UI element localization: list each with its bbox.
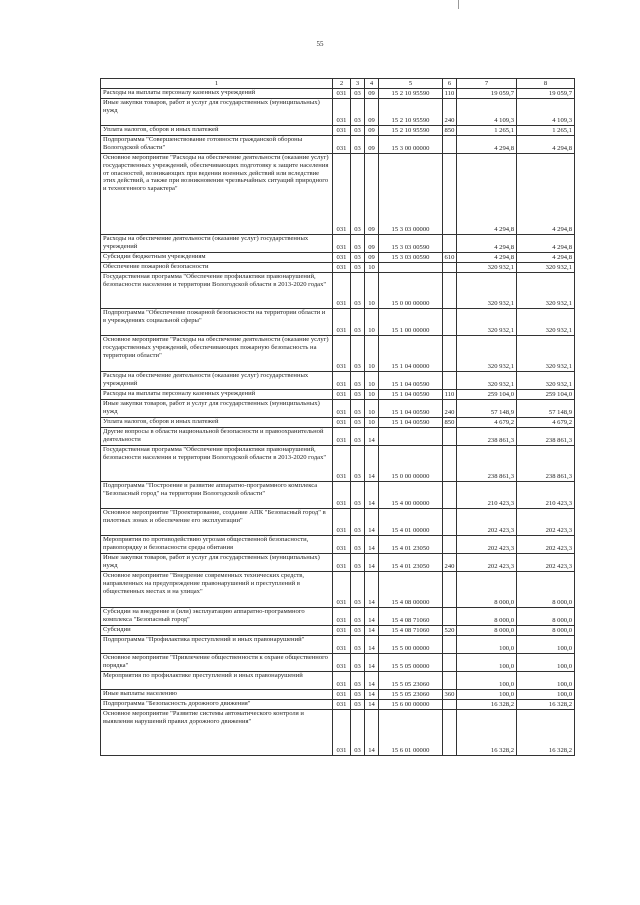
table-body <box>101 79 575 756</box>
row-admin-code-cell: 031 <box>333 126 351 136</box>
row-expense-type-cell <box>443 536 457 554</box>
row-amount-total-cell: 4 679,2 <box>517 418 575 428</box>
row-subsection-code-cell: 14 <box>365 626 379 636</box>
row-subsection-code-cell: 14 <box>365 672 379 690</box>
row-target-code-cell <box>379 428 443 446</box>
row-name-cell: Иные закупки товаров, работ и услуг для государственных (муниципальных) нужд <box>101 99 333 126</box>
row-amount-cell: 320 932,1 <box>457 263 517 273</box>
row-expense-type-cell <box>443 700 457 710</box>
page-number: 55 <box>316 40 324 48</box>
row-admin-code-cell: 031 <box>333 536 351 554</box>
table-row <box>101 154 575 235</box>
row-admin-code-cell: 031 <box>333 710 351 756</box>
row-section-code-cell: 03 <box>351 700 365 710</box>
row-amount-cell: 8 000,0 <box>457 572 517 608</box>
row-expense-type-cell <box>443 336 457 372</box>
row-amount-total-cell: 320 932,1 <box>517 336 575 372</box>
row-target-code-cell: 15 2 10 95590 <box>379 89 443 99</box>
row-admin-code-cell: 031 <box>333 572 351 608</box>
row-name-cell: Основное мероприятие "Расходы на обеспечение деятельности (оказание услуг) государственных учреждений, обеспечивающих подготовку к защите населения от опасностей, возникающих при ведении военных действий или вследствие этих действий, а также при возникновении чрезвычайных ситуаций природного и техногенного характера" <box>101 154 333 235</box>
row-amount-cell: 100,0 <box>457 672 517 690</box>
row-target-code-cell: 15 4 08 71060 <box>379 608 443 626</box>
table-row <box>101 536 575 554</box>
row-subsection-code-cell: 09 <box>365 136 379 154</box>
row-expense-type-cell <box>443 608 457 626</box>
row-admin-code-cell: 031 <box>333 99 351 126</box>
row-amount-total-cell: 16 328,2 <box>517 710 575 756</box>
row-name-cell: Уплата налогов, сборов и иных платежей <box>101 126 333 136</box>
row-section-code-cell: 03 <box>351 235 365 253</box>
table-row <box>101 372 575 390</box>
row-amount-cell: 202 423,3 <box>457 509 517 536</box>
row-expense-type-cell <box>443 636 457 654</box>
row-subsection-code-cell: 09 <box>365 126 379 136</box>
row-name-cell: Расходы на обеспечение деятельности (оказание услуг) государственных учреждений <box>101 235 333 253</box>
row-expense-type-cell: 850 <box>443 418 457 428</box>
table-row <box>101 99 575 126</box>
row-admin-code-cell: 031 <box>333 554 351 572</box>
row-amount-cell: 4 679,2 <box>457 418 517 428</box>
row-admin-code-cell: 031 <box>333 626 351 636</box>
row-amount-total-cell: 259 104,0 <box>517 390 575 400</box>
row-target-code-cell: 15 3 03 00590 <box>379 235 443 253</box>
row-expense-type-cell <box>443 154 457 235</box>
row-subsection-code-cell: 14 <box>365 536 379 554</box>
row-subsection-code-cell: 09 <box>365 253 379 263</box>
row-section-code-cell: 03 <box>351 336 365 372</box>
row-name-cell: Подпрограмма "Совершенствование готовности гражданской обороны Вологодской области" <box>101 136 333 154</box>
row-admin-code-cell: 031 <box>333 89 351 99</box>
row-amount-total-cell: 202 423,3 <box>517 536 575 554</box>
row-target-code-cell: 15 1 04 00590 <box>379 372 443 390</box>
row-section-code-cell: 03 <box>351 626 365 636</box>
row-target-code-cell: 15 2 10 95590 <box>379 99 443 126</box>
row-section-code-cell: 03 <box>351 672 365 690</box>
row-subsection-code-cell: 10 <box>365 263 379 273</box>
row-section-code-cell: 03 <box>351 99 365 126</box>
row-amount-cell: 19 059,7 <box>457 89 517 99</box>
edge-mark <box>458 0 459 9</box>
row-admin-code-cell: 031 <box>333 309 351 336</box>
row-section-code-cell: 03 <box>351 253 365 263</box>
row-target-code-cell: 15 5 05 23060 <box>379 672 443 690</box>
row-amount-total-cell: 210 423,3 <box>517 482 575 509</box>
row-admin-code-cell: 031 <box>333 263 351 273</box>
table-row <box>101 482 575 509</box>
row-admin-code-cell: 031 <box>333 336 351 372</box>
row-amount-total-cell: 16 328,2 <box>517 700 575 710</box>
row-amount-cell: 238 861,3 <box>457 446 517 482</box>
row-section-code-cell: 03 <box>351 154 365 235</box>
row-name-cell: Основное мероприятие "Привлечение общественности к охране общественного порядка" <box>101 654 333 672</box>
row-target-code-cell: 15 1 00 00000 <box>379 309 443 336</box>
row-section-code-cell: 03 <box>351 572 365 608</box>
row-amount-cell: 57 148,9 <box>457 400 517 418</box>
row-name-cell: Расходы на обеспечение деятельности (оказание услуг) государственных учреждений <box>101 372 333 390</box>
row-expense-type-cell <box>443 263 457 273</box>
row-section-code-cell: 03 <box>351 509 365 536</box>
row-target-code-cell: 15 4 00 00000 <box>379 482 443 509</box>
row-name-cell: Мероприятия по противодействию угрозам общественной безопасности, правопорядку и безопасности среды обитания <box>101 536 333 554</box>
row-target-code-cell: 15 4 08 71060 <box>379 626 443 636</box>
row-admin-code-cell: 031 <box>333 136 351 154</box>
row-subsection-code-cell: 10 <box>365 273 379 309</box>
row-admin-code-cell: 031 <box>333 672 351 690</box>
row-name-cell: Основное мероприятие "Расходы на обеспечение деятельности (оказание услуг) государственных учреждений, обеспечивающих пожарную безопасность на территории области" <box>101 336 333 372</box>
row-amount-total-cell: 4 294,8 <box>517 154 575 235</box>
row-name-cell: Расходы на выплаты персоналу казенных учреждений <box>101 390 333 400</box>
row-amount-total-cell: 202 423,3 <box>517 509 575 536</box>
row-name-cell: Подпрограмма "Построение и развитие аппаратно-программного комплекса "Безопасный город" на территории Вологодской области" <box>101 482 333 509</box>
row-section-code-cell: 03 <box>351 418 365 428</box>
row-amount-total-cell: 202 423,3 <box>517 554 575 572</box>
row-expense-type-cell <box>443 446 457 482</box>
row-target-code-cell <box>379 263 443 273</box>
row-amount-total-cell: 100,0 <box>517 690 575 700</box>
table-row <box>101 390 575 400</box>
row-amount-total-cell: 8 000,0 <box>517 608 575 626</box>
row-expense-type-cell <box>443 273 457 309</box>
header-cell-1: 1 <box>101 79 333 89</box>
row-amount-total-cell: 8 000,0 <box>517 626 575 636</box>
row-amount-cell: 4 294,8 <box>457 235 517 253</box>
row-section-code-cell: 03 <box>351 536 365 554</box>
row-section-code-cell: 03 <box>351 390 365 400</box>
row-name-cell: Государственная программа "Обеспечение профилактики правонарушений, безопасности населения и территории Вологодской области в 2013-2020 годах" <box>101 273 333 309</box>
row-subsection-code-cell: 14 <box>365 700 379 710</box>
row-target-code-cell: 15 6 01 00000 <box>379 710 443 756</box>
row-admin-code-cell: 031 <box>333 482 351 509</box>
table-row <box>101 263 575 273</box>
row-section-code-cell: 03 <box>351 710 365 756</box>
row-amount-cell: 100,0 <box>457 636 517 654</box>
row-subsection-code-cell: 10 <box>365 390 379 400</box>
header-cell-5: 5 <box>379 79 443 89</box>
row-amount-total-cell: 4 294,8 <box>517 136 575 154</box>
table-row <box>101 608 575 626</box>
row-name-cell: Другие вопросы в области национальной безопасности и правоохранительной деятельности <box>101 428 333 446</box>
row-subsection-code-cell: 14 <box>365 554 379 572</box>
row-expense-type-cell: 520 <box>443 626 457 636</box>
row-name-cell: Государственная программа "Обеспечение профилактики правонарушений, безопасности населения и территории Вологодской области в 2013-2020 годах" <box>101 446 333 482</box>
row-target-code-cell: 15 0 00 00000 <box>379 446 443 482</box>
row-amount-total-cell: 1 265,1 <box>517 126 575 136</box>
table-row <box>101 690 575 700</box>
row-name-cell: Основное мероприятие "Внедрение современных технических средств, направленных на предупреждение правонарушений и преступлений в общественных местах и на улицах" <box>101 572 333 608</box>
row-target-code-cell: 15 6 00 00000 <box>379 700 443 710</box>
table-row <box>101 235 575 253</box>
row-expense-type-cell <box>443 710 457 756</box>
row-amount-cell: 8 000,0 <box>457 608 517 626</box>
table-row <box>101 89 575 99</box>
row-target-code-cell: 15 1 04 00590 <box>379 400 443 418</box>
row-subsection-code-cell: 10 <box>365 372 379 390</box>
row-subsection-code-cell: 10 <box>365 400 379 418</box>
row-name-cell: Иные выплаты населению <box>101 690 333 700</box>
row-section-code-cell: 03 <box>351 126 365 136</box>
row-amount-cell: 4 294,8 <box>457 154 517 235</box>
row-target-code-cell: 15 1 04 00000 <box>379 336 443 372</box>
row-target-code-cell: 15 3 03 00000 <box>379 154 443 235</box>
header-cell-7: 7 <box>457 79 517 89</box>
row-expense-type-cell <box>443 572 457 608</box>
row-amount-cell: 1 265,1 <box>457 126 517 136</box>
row-section-code-cell: 03 <box>351 446 365 482</box>
row-amount-total-cell: 8 000,0 <box>517 572 575 608</box>
row-amount-total-cell: 320 932,1 <box>517 309 575 336</box>
row-amount-cell: 16 328,2 <box>457 700 517 710</box>
row-amount-total-cell: 100,0 <box>517 654 575 672</box>
row-target-code-cell: 15 4 01 23050 <box>379 554 443 572</box>
header-cell-2: 2 <box>333 79 351 89</box>
row-section-code-cell: 03 <box>351 554 365 572</box>
row-expense-type-cell <box>443 309 457 336</box>
row-amount-total-cell: 320 932,1 <box>517 273 575 309</box>
row-admin-code-cell: 031 <box>333 372 351 390</box>
table-row <box>101 400 575 418</box>
header-cell-8: 8 <box>517 79 575 89</box>
row-subsection-code-cell: 09 <box>365 89 379 99</box>
row-name-cell: Субсидии <box>101 626 333 636</box>
row-expense-type-cell: 110 <box>443 390 457 400</box>
row-subsection-code-cell: 14 <box>365 509 379 536</box>
row-name-cell: Субсидии на внедрение и (или) эксплуатацию аппаратно-программного комплекса "Безопасный город" <box>101 608 333 626</box>
row-target-code-cell: 15 3 03 00590 <box>379 253 443 263</box>
row-amount-cell: 320 932,1 <box>457 336 517 372</box>
row-subsection-code-cell: 14 <box>365 446 379 482</box>
row-amount-cell: 16 328,2 <box>457 710 517 756</box>
row-expense-type-cell <box>443 428 457 446</box>
row-amount-cell: 100,0 <box>457 690 517 700</box>
row-name-cell: Иные закупки товаров, работ и услуг для государственных (муниципальных) нужд <box>101 400 333 418</box>
row-section-code-cell: 03 <box>351 400 365 418</box>
row-section-code-cell: 03 <box>351 690 365 700</box>
table-row <box>101 654 575 672</box>
row-subsection-code-cell: 14 <box>365 608 379 626</box>
table-row <box>101 309 575 336</box>
row-section-code-cell: 03 <box>351 89 365 99</box>
table-row <box>101 428 575 446</box>
table-row <box>101 509 575 536</box>
row-subsection-code-cell: 10 <box>365 418 379 428</box>
header-cell-6: 6 <box>443 79 457 89</box>
row-subsection-code-cell: 09 <box>365 99 379 126</box>
row-amount-cell: 4 294,8 <box>457 253 517 263</box>
row-expense-type-cell: 240 <box>443 554 457 572</box>
row-admin-code-cell: 031 <box>333 636 351 654</box>
row-admin-code-cell: 031 <box>333 253 351 263</box>
row-target-code-cell: 15 1 04 00590 <box>379 418 443 428</box>
row-expense-type-cell <box>443 372 457 390</box>
row-name-cell: Иные закупки товаров, работ и услуг для государственных (муниципальных) нужд <box>101 554 333 572</box>
row-expense-type-cell <box>443 235 457 253</box>
row-amount-cell: 320 932,1 <box>457 309 517 336</box>
row-expense-type-cell <box>443 509 457 536</box>
row-target-code-cell: 15 5 05 00000 <box>379 654 443 672</box>
row-subsection-code-cell: 14 <box>365 636 379 654</box>
row-name-cell: Субсидии бюджетным учреждениям <box>101 253 333 263</box>
table-row <box>101 273 575 309</box>
row-section-code-cell: 03 <box>351 273 365 309</box>
row-admin-code-cell: 031 <box>333 509 351 536</box>
row-admin-code-cell: 031 <box>333 446 351 482</box>
row-admin-code-cell: 031 <box>333 273 351 309</box>
row-amount-total-cell: 4 294,8 <box>517 253 575 263</box>
table-row <box>101 136 575 154</box>
row-amount-cell: 202 423,3 <box>457 536 517 554</box>
row-section-code-cell: 03 <box>351 482 365 509</box>
row-amount-total-cell: 19 059,7 <box>517 89 575 99</box>
row-section-code-cell: 03 <box>351 608 365 626</box>
row-amount-cell: 8 000,0 <box>457 626 517 636</box>
row-amount-cell: 4 294,8 <box>457 136 517 154</box>
row-admin-code-cell: 031 <box>333 154 351 235</box>
row-amount-cell: 100,0 <box>457 654 517 672</box>
row-name-cell: Подпрограмма "Безопасность дорожного движения" <box>101 700 333 710</box>
row-expense-type-cell <box>443 136 457 154</box>
row-expense-type-cell: 240 <box>443 400 457 418</box>
row-name-cell: Расходы на выплаты персоналу казенных учреждений <box>101 89 333 99</box>
row-amount-total-cell: 4 109,3 <box>517 99 575 126</box>
row-subsection-code-cell: 10 <box>365 309 379 336</box>
row-target-code-cell: 15 1 04 00590 <box>379 390 443 400</box>
row-name-cell: Подпрограмма "Профилактика преступлений и иных правонарушений" <box>101 636 333 654</box>
table-row <box>101 700 575 710</box>
row-subsection-code-cell: 14 <box>365 654 379 672</box>
row-subsection-code-cell: 14 <box>365 482 379 509</box>
row-subsection-code-cell: 14 <box>365 428 379 446</box>
row-subsection-code-cell: 14 <box>365 572 379 608</box>
row-amount-cell: 238 861,3 <box>457 428 517 446</box>
table-row <box>101 126 575 136</box>
row-admin-code-cell: 031 <box>333 235 351 253</box>
row-target-code-cell: 15 4 01 00000 <box>379 509 443 536</box>
row-expense-type-cell: 850 <box>443 126 457 136</box>
row-subsection-code-cell: 09 <box>365 235 379 253</box>
row-target-code-cell: 15 2 10 95590 <box>379 126 443 136</box>
row-name-cell: Обеспечение пожарной безопасности <box>101 263 333 273</box>
row-expense-type-cell: 110 <box>443 89 457 99</box>
row-amount-total-cell: 320 932,1 <box>517 372 575 390</box>
row-name-cell: Уплата налогов, сборов и иных платежей <box>101 418 333 428</box>
row-amount-total-cell: 238 861,3 <box>517 428 575 446</box>
row-expense-type-cell: 240 <box>443 99 457 126</box>
table-row <box>101 554 575 572</box>
row-amount-total-cell: 320 932,1 <box>517 263 575 273</box>
row-amount-cell: 259 104,0 <box>457 390 517 400</box>
row-section-code-cell: 03 <box>351 428 365 446</box>
table-row <box>101 418 575 428</box>
row-section-code-cell: 03 <box>351 636 365 654</box>
header-cell-3: 3 <box>351 79 365 89</box>
row-admin-code-cell: 031 <box>333 400 351 418</box>
row-admin-code-cell: 031 <box>333 418 351 428</box>
row-name-cell: Мероприятия по профилактике преступлений и иных правонарушений <box>101 672 333 690</box>
table-row <box>101 710 575 756</box>
row-subsection-code-cell: 09 <box>365 154 379 235</box>
row-section-code-cell: 03 <box>351 654 365 672</box>
row-amount-total-cell: 238 861,3 <box>517 446 575 482</box>
row-subsection-code-cell: 14 <box>365 710 379 756</box>
row-amount-cell: 202 423,3 <box>457 554 517 572</box>
row-admin-code-cell: 031 <box>333 428 351 446</box>
row-target-code-cell: 15 5 05 23060 <box>379 690 443 700</box>
row-expense-type-cell <box>443 654 457 672</box>
table-row <box>101 572 575 608</box>
row-amount-total-cell: 100,0 <box>517 636 575 654</box>
table-row <box>101 253 575 263</box>
row-section-code-cell: 03 <box>351 136 365 154</box>
row-name-cell: Основное мероприятие "Развитие системы автоматического контроля и выявления нарушений правил дорожного движения" <box>101 710 333 756</box>
row-amount-total-cell: 100,0 <box>517 672 575 690</box>
row-admin-code-cell: 031 <box>333 690 351 700</box>
row-target-code-cell: 15 5 00 00000 <box>379 636 443 654</box>
row-admin-code-cell: 031 <box>333 700 351 710</box>
table-row <box>101 672 575 690</box>
row-admin-code-cell: 031 <box>333 654 351 672</box>
table-row <box>101 336 575 372</box>
row-section-code-cell: 03 <box>351 263 365 273</box>
row-target-code-cell: 15 0 00 00000 <box>379 273 443 309</box>
row-admin-code-cell: 031 <box>333 390 351 400</box>
table-row <box>101 636 575 654</box>
row-amount-cell: 320 932,1 <box>457 372 517 390</box>
row-name-cell: Основное мероприятие "Проектирование, создание АПК "Безопасный город" в пилотных зонах и обеспечение его эксплуатации" <box>101 509 333 536</box>
table-row <box>101 446 575 482</box>
table-row <box>101 626 575 636</box>
row-amount-cell: 4 109,3 <box>457 99 517 126</box>
row-amount-cell: 320 932,1 <box>457 273 517 309</box>
row-section-code-cell: 03 <box>351 309 365 336</box>
row-admin-code-cell: 031 <box>333 608 351 626</box>
row-expense-type-cell <box>443 672 457 690</box>
budget-table <box>100 78 575 756</box>
row-amount-cell: 210 423,3 <box>457 482 517 509</box>
row-expense-type-cell: 360 <box>443 690 457 700</box>
row-subsection-code-cell: 10 <box>365 336 379 372</box>
row-subsection-code-cell: 14 <box>365 690 379 700</box>
header-row <box>101 79 575 89</box>
row-expense-type-cell: 610 <box>443 253 457 263</box>
header-cell-4: 4 <box>365 79 379 89</box>
row-target-code-cell: 15 4 01 23050 <box>379 536 443 554</box>
row-amount-total-cell: 57 148,9 <box>517 400 575 418</box>
row-section-code-cell: 03 <box>351 372 365 390</box>
row-amount-total-cell: 4 294,8 <box>517 235 575 253</box>
row-target-code-cell: 15 4 08 00000 <box>379 572 443 608</box>
row-target-code-cell: 15 3 00 00000 <box>379 136 443 154</box>
row-expense-type-cell <box>443 482 457 509</box>
row-name-cell: Подпрограмма "Обеспечение пожарной безопасности на территории области и в учреждениях социальной сферы" <box>101 309 333 336</box>
